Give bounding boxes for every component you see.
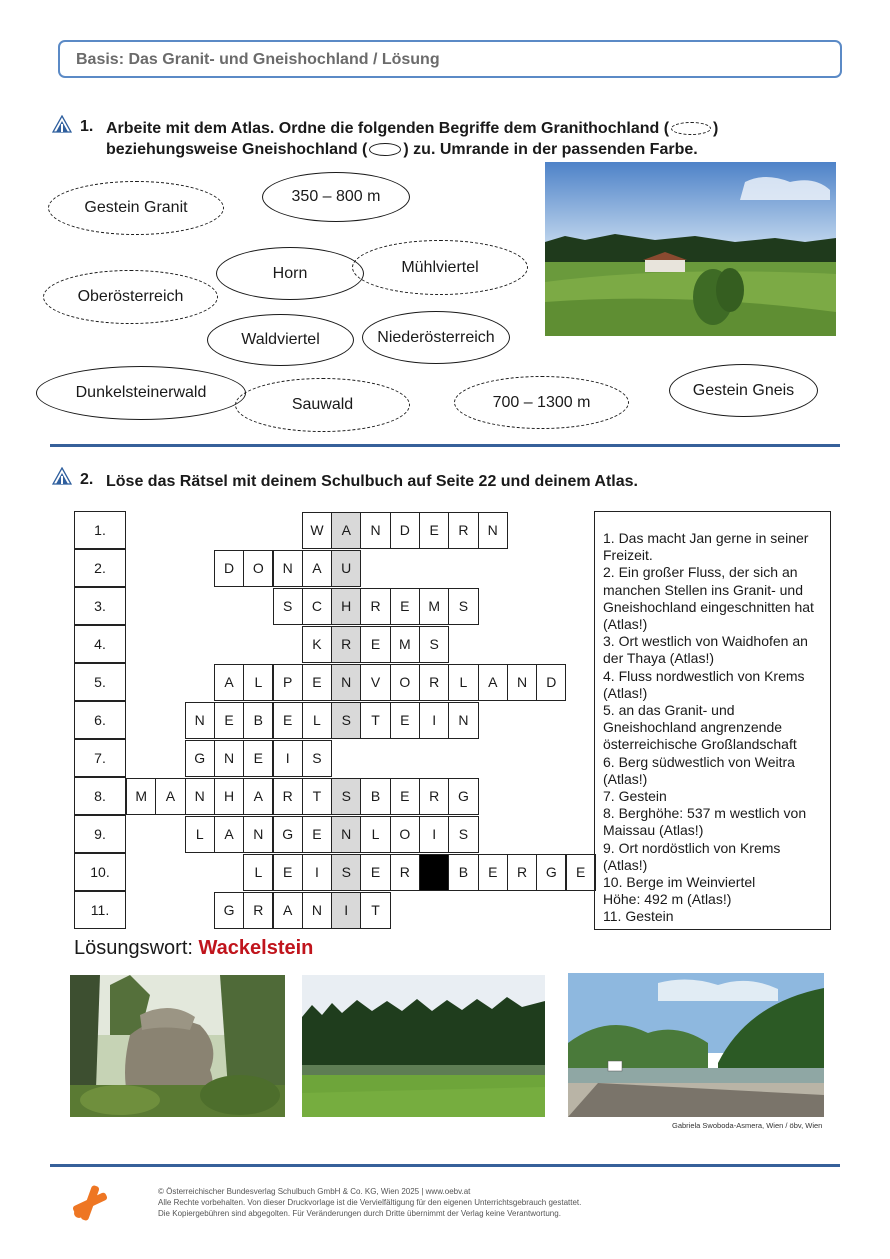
task2-number: 2. xyxy=(80,471,94,488)
clue-item: 11. Gestein xyxy=(603,908,674,925)
term-sauwald: Sauwald xyxy=(235,378,410,432)
crossword-letter-cell: E xyxy=(273,702,303,739)
crossword-letter-cell: L xyxy=(448,664,478,701)
term-waldviertel: Waldviertel xyxy=(207,314,354,366)
crossword-row-number: 9. xyxy=(74,815,126,853)
crossword-letter-cell: N xyxy=(185,778,215,815)
crossword-letter-cell: O xyxy=(390,816,420,853)
crossword-letter-cell: I xyxy=(273,740,303,777)
crossword-letter-cell: E xyxy=(419,512,449,549)
clue-item: 6. Berg südwestlich von Weitra (Atlas!) xyxy=(603,753,795,787)
crossword-letter-cell: H xyxy=(331,588,361,625)
clue-item: 10. Berge im Weinviertel xyxy=(603,874,756,891)
clue-item: 2. Ein großer Fluss, der sich an manchen Stellen ins Granit- und Gneishochland eingeschnitten hat (Atlas!) xyxy=(603,564,814,633)
crossword-letter-cell: K xyxy=(302,626,332,663)
task1-text-part2: ) xyxy=(713,120,719,137)
crossword-letter-cell: B xyxy=(448,854,478,891)
footer-line1: © Österreichischer Bundesverlag Schulbuch GmbH & Co. KG, Wien 2025 | www.oebv.at xyxy=(158,1187,471,1196)
task1-instruction xyxy=(106,118,718,160)
crossword-letter-cell: G xyxy=(448,778,478,815)
crossword-letter-cell: N xyxy=(331,664,361,701)
crossword-letter-cell: A xyxy=(214,664,244,701)
crossword-letter-cell: H xyxy=(214,778,244,815)
crossword-letter-cell: S xyxy=(331,854,361,891)
photo-credit: Gabriela Swoboda-Asmera, Wien / öbv, Wien xyxy=(672,1121,823,1130)
granit-dashed-oval-symbol xyxy=(671,122,711,135)
crossword-letter-cell: W xyxy=(302,512,332,549)
crossword-letter-cell: N xyxy=(507,664,537,701)
crossword-row-number: 6. xyxy=(74,701,126,739)
crossword-letter-cell: G xyxy=(185,740,215,777)
crossword-letter-cell: E xyxy=(214,702,244,739)
crossword-letter-cell: O xyxy=(390,664,420,701)
clue-item: Höhe: 492 m (Atlas!) xyxy=(603,891,732,908)
crossword-letter-cell: T xyxy=(360,702,390,739)
crossword-letter-cell: N xyxy=(185,702,215,739)
crossword-row-number: 11. xyxy=(74,891,126,929)
crossword-letter-cell: S xyxy=(448,816,478,853)
crossword-letter-cell: E xyxy=(273,854,303,891)
crossword-letter-cell: A xyxy=(243,778,273,815)
crossword-letter-cell: N xyxy=(243,816,273,853)
crossword-letter-cell: A xyxy=(155,778,185,815)
crossword-row-number: 8. xyxy=(74,777,126,815)
footer-line3: Die Kopiergebühren sind abgegolten. Für Veränderungen durch Dritte übernimmt der Verlag keine Verantwortung. xyxy=(158,1209,561,1218)
clue-item: 4. Fluss nordwestlich von Krems (Atlas!) xyxy=(603,667,805,701)
task-level-icon xyxy=(52,467,72,485)
footer-legal xyxy=(158,1186,581,1219)
crossword-letter-cell: S xyxy=(419,626,449,663)
task1-text-part3: beziehungsweise Gneishochland ( xyxy=(106,141,368,158)
task1-text-part4: ) zu. Umrande in der passenden Farbe. xyxy=(403,141,698,158)
crossword-letter-cell: I xyxy=(419,816,449,853)
crossword-letter-cell: R xyxy=(331,626,361,663)
crossword-letter-cell: L xyxy=(243,664,273,701)
term-350-800: 350 – 800 m xyxy=(262,172,410,222)
crossword-row-number: 4. xyxy=(74,625,126,663)
crossword-row-number: 3. xyxy=(74,587,126,625)
task1-number: 1. xyxy=(80,118,94,135)
crossword-letter-cell: S xyxy=(331,778,361,815)
crossword-row-number: 10. xyxy=(74,853,126,891)
crossword-letter-cell: N xyxy=(478,512,508,549)
crossword-letter-cell: N xyxy=(302,892,332,929)
crossword-letter-cell: L xyxy=(302,702,332,739)
term-horn: Horn xyxy=(216,247,364,300)
wackelstein-photo xyxy=(70,975,285,1117)
crossword-letter-cell: S xyxy=(448,588,478,625)
solution-word: Wackelstein xyxy=(198,937,314,959)
crossword-letter-cell: C xyxy=(302,588,332,625)
crossword-letter-cell: E xyxy=(566,854,596,891)
task-level-icon xyxy=(52,115,72,133)
crossword-letter-cell: E xyxy=(390,702,420,739)
header-box xyxy=(58,40,842,78)
crossword-letter-cell: N xyxy=(273,550,303,587)
term-oberoesterreich: Oberösterreich xyxy=(43,270,218,324)
crossword-letter-cell: A xyxy=(214,816,244,853)
term-dunkelsteinerwald: Dunkelsteinerwald xyxy=(36,366,246,420)
crossword-letter-cell: E xyxy=(243,740,273,777)
crossword-letter-cell: A xyxy=(273,892,303,929)
clue-item: 7. Gestein xyxy=(603,788,667,805)
crossword-letter-cell: B xyxy=(243,702,273,739)
clue-item: 5. an das Granit- und Gneishochland angrenzende österreichische Großlandschaft xyxy=(603,702,797,753)
crossword-letter-cell: I xyxy=(331,892,361,929)
crossword-letter-cell: M xyxy=(419,588,449,625)
crossword-letter-cell: E xyxy=(302,816,332,853)
section-divider-2 xyxy=(50,1164,840,1167)
crossword-letter-cell: M xyxy=(126,778,156,815)
crossword-letter-cell: M xyxy=(390,626,420,663)
crossword-letter-cell: U xyxy=(331,550,361,587)
term-muehlviertel: Mühlviertel xyxy=(352,240,528,295)
crossword-letter-cell: E xyxy=(302,664,332,701)
crossword-letter-cell: L xyxy=(360,816,390,853)
crossword-letter-cell: T xyxy=(302,778,332,815)
landscape-photo xyxy=(545,162,836,336)
crossword-letter-cell: E xyxy=(478,854,508,891)
forest-meadow-photo xyxy=(302,975,545,1117)
section-divider-1 xyxy=(50,444,840,447)
crossword-letter-cell: D xyxy=(536,664,566,701)
crossword-black-cell xyxy=(419,854,449,891)
clue-item: 3. Ort westlich von Waidhofen an der Thaya (Atlas!) xyxy=(603,633,808,667)
crossword-letter-cell: S xyxy=(331,702,361,739)
crossword-letter-cell: P xyxy=(273,664,303,701)
crossword-letter-cell: I xyxy=(419,702,449,739)
crossword-letter-cell: N xyxy=(331,816,361,853)
crossword-letter-cell: V xyxy=(360,664,390,701)
crossword-letter-cell: R xyxy=(419,778,449,815)
crossword-letter-cell: N xyxy=(448,702,478,739)
danube-valley-photo xyxy=(568,973,824,1117)
crossword-letter-cell: R xyxy=(273,778,303,815)
crossword-letter-cell: D xyxy=(214,550,244,587)
task2-instruction: Löse das Rätsel mit deinem Schulbuch auf Seite 22 und deinem Atlas. xyxy=(106,473,638,490)
solution-label: Lösungswort: xyxy=(74,937,193,959)
crossword-letter-cell: A xyxy=(331,512,361,549)
clue-item: 9. Ort nordöstlich von Krems (Atlas!) xyxy=(603,839,781,873)
crossword-letter-cell: G xyxy=(273,816,303,853)
crossword-row-number: 7. xyxy=(74,739,126,777)
crossword-letter-cell: A xyxy=(478,664,508,701)
page-title: Basis: Das Granit- und Gneishochland / Lösung xyxy=(76,51,440,68)
crossword-letter-cell: E xyxy=(390,778,420,815)
crossword-letter-cell: B xyxy=(360,778,390,815)
crossword-letter-cell: I xyxy=(302,854,332,891)
crossword-letter-cell: T xyxy=(360,892,390,929)
crossword-letter-cell: R xyxy=(507,854,537,891)
crossword-letter-cell: N xyxy=(360,512,390,549)
crossword-letter-cell: S xyxy=(302,740,332,777)
term-gestein-granit: Gestein Granit xyxy=(48,181,224,235)
term-700-1300: 700 – 1300 m xyxy=(454,376,629,429)
gneis-solid-oval-symbol xyxy=(369,143,401,156)
crossword-row-number: 5. xyxy=(74,663,126,701)
crossword-row-number: 2. xyxy=(74,549,126,587)
crossword-letter-cell: R xyxy=(448,512,478,549)
crossword-letter-cell: E xyxy=(360,626,390,663)
crossword-letter-cell: N xyxy=(214,740,244,777)
crossword-letter-cell: R xyxy=(243,892,273,929)
clue-item: 1. Das macht Jan gerne in seiner Freizeit. xyxy=(603,530,809,564)
solution-line xyxy=(74,937,313,960)
oebv-logo-icon xyxy=(70,1183,110,1223)
crossword-letter-cell: R xyxy=(419,664,449,701)
term-gestein-gneis: Gestein Gneis xyxy=(669,364,818,417)
crossword-letter-cell: A xyxy=(302,550,332,587)
crossword-letter-cell: O xyxy=(243,550,273,587)
clue-item: 8. Berghöhe: 537 m westlich von Maissau (Atlas!) xyxy=(603,805,807,839)
crossword-letter-cell: R xyxy=(360,588,390,625)
crossword-letter-cell: L xyxy=(243,854,273,891)
term-niederoesterreich: Niederösterreich xyxy=(362,311,510,364)
task1-text-part1: Arbeite mit dem Atlas. Ordne die folgenden Begriffe dem Granithochland ( xyxy=(106,120,670,137)
crossword-letter-cell: E xyxy=(360,854,390,891)
clue-list xyxy=(594,511,831,930)
crossword-letter-cell: G xyxy=(214,892,244,929)
crossword-letter-cell: S xyxy=(273,588,303,625)
crossword-letter-cell: E xyxy=(390,588,420,625)
crossword-letter-cell: D xyxy=(390,512,420,549)
crossword-letter-cell: R xyxy=(390,854,420,891)
crossword-letter-cell: L xyxy=(185,816,215,853)
crossword-letter-cell: G xyxy=(536,854,566,891)
crossword-row-number: 1. xyxy=(74,511,126,549)
footer-line2: Alle Rechte vorbehalten. Von dieser Druckvorlage ist die Vervielfältigung für den eigenen Unterrichtsgebrauch gestattet. xyxy=(158,1198,582,1207)
